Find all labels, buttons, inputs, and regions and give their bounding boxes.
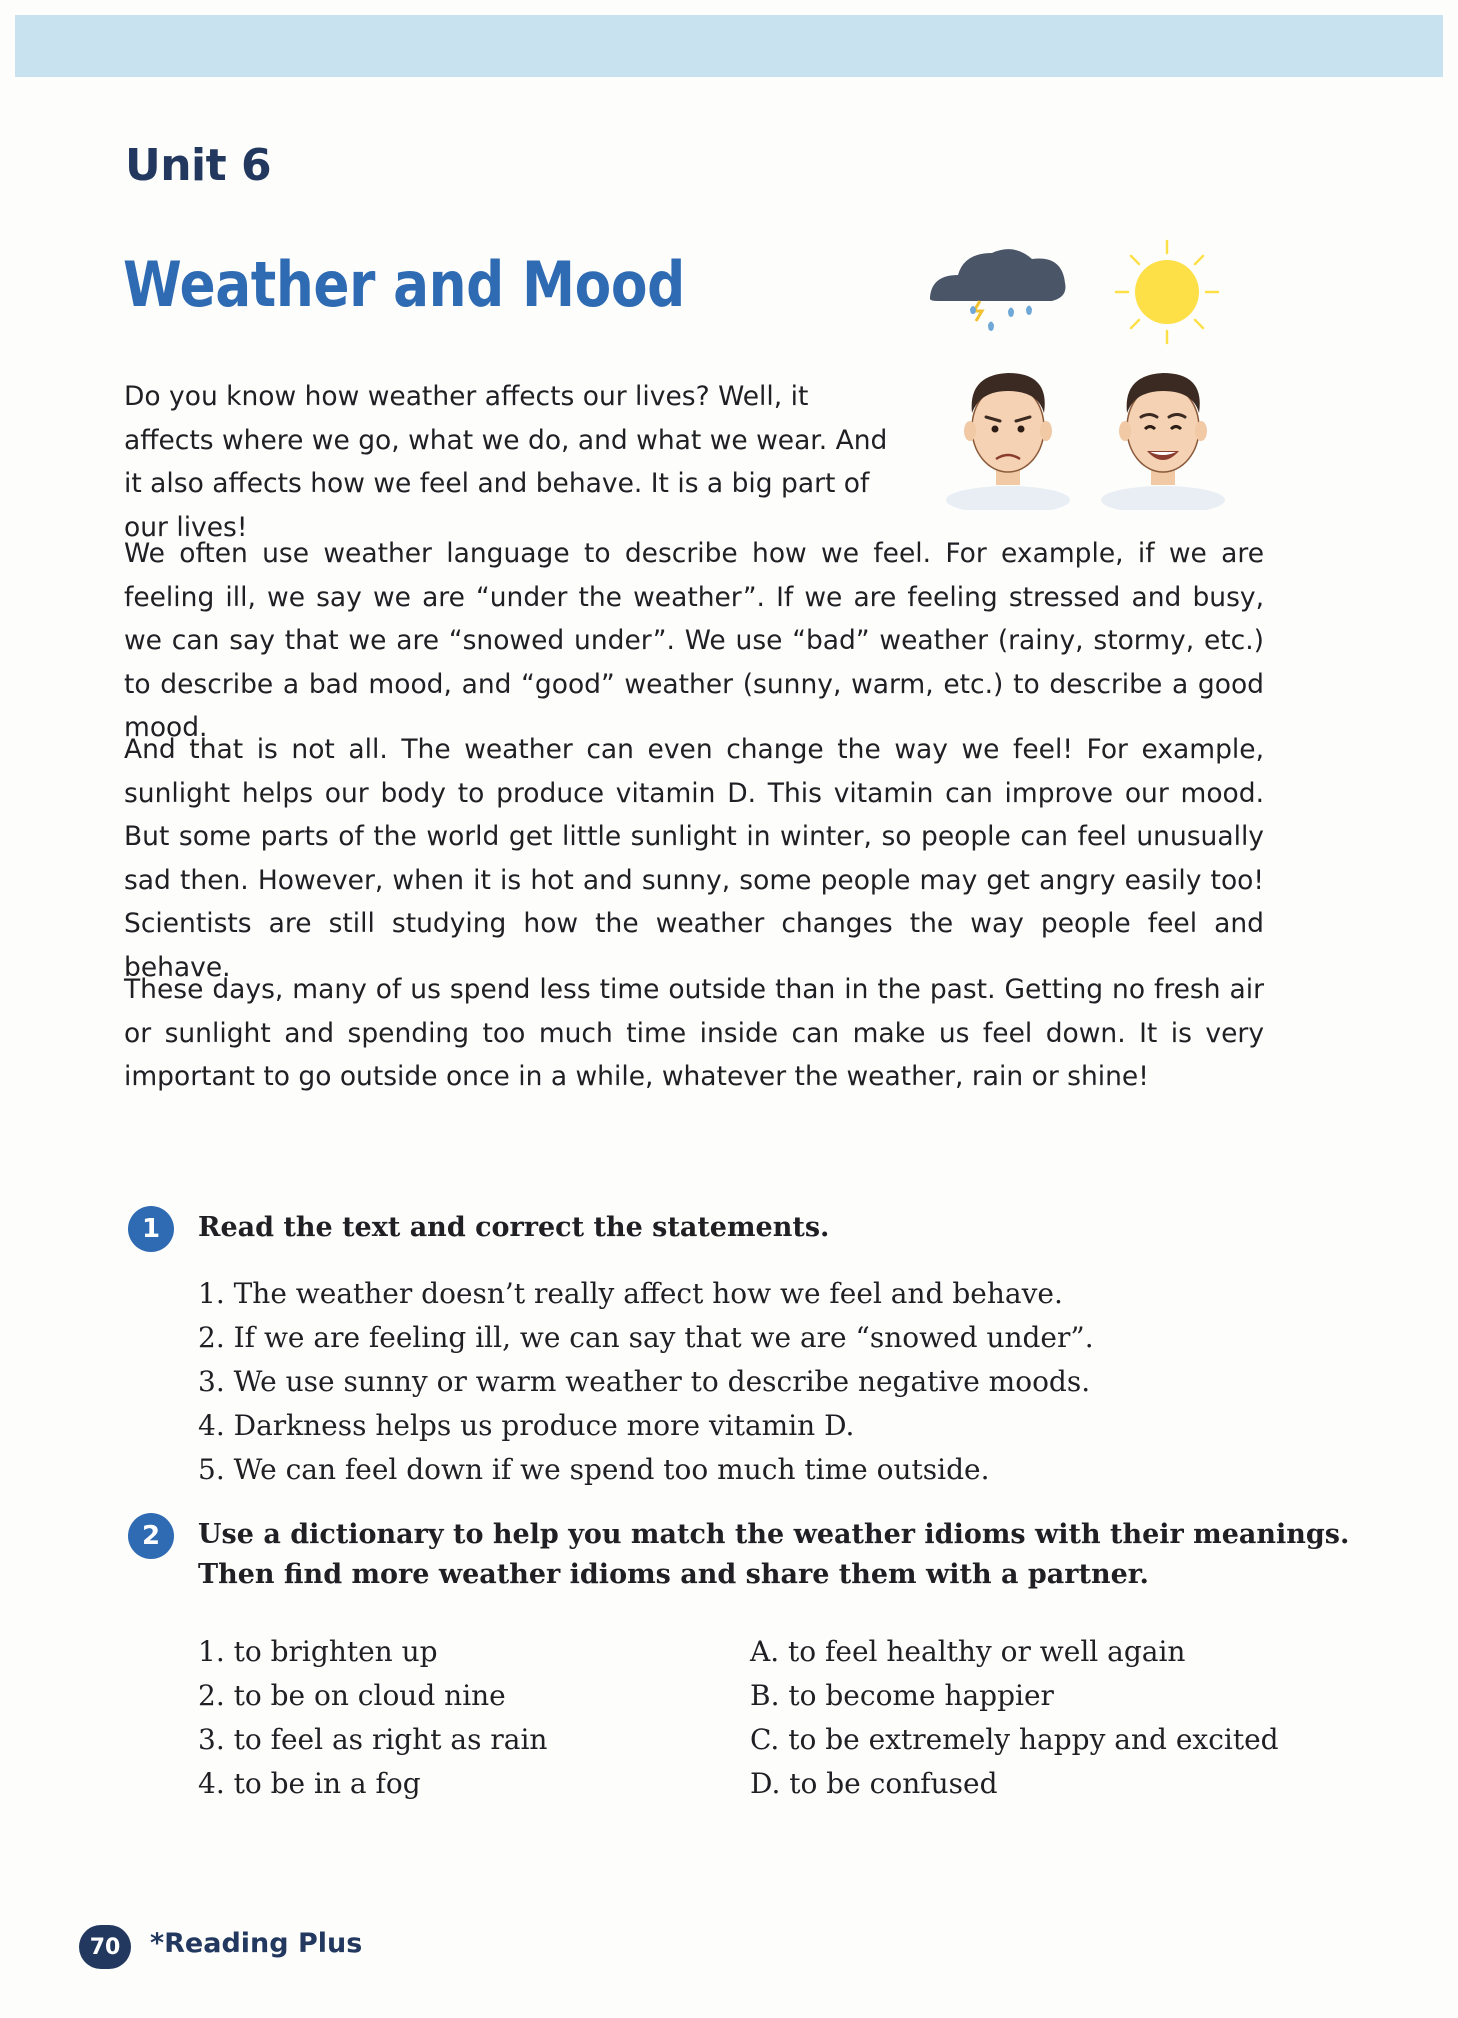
list-item: C. to be extremely happy and excited	[750, 1723, 1279, 1756]
page-number: 70	[79, 1925, 131, 1969]
list-item: A. to feel healthy or well again	[750, 1635, 1186, 1668]
list-item: 4. Darkness helps us produce more vitamin D.	[198, 1409, 855, 1442]
exercise-1-statements	[198, 1272, 1094, 1492]
list-item: 1. to brighten up	[198, 1635, 438, 1668]
body-paragraph-4: These days, many of us spend less time outside than in the past. Getting no fresh air or sunlight and spending too much time inside can make us feel down. It is very important to go outside once in a while, whatever the weather, rain or shine!	[124, 974, 1264, 1092]
body-paragraph-2: We often use weather language to describe how we feel. For example, if we are feeling ill, we say we are “under the weather”. If we are feeling stressed and busy, we can say that we are “snowed under”. We use “bad” weather (rainy, stormy, etc.) to describe a bad mood, and “good” weather (sunny, warm, etc.) to describe a good mood.	[124, 538, 1264, 743]
sun-icon	[1116, 241, 1218, 343]
unit-label: Unit 6	[125, 140, 272, 191]
top-banner	[15, 15, 1443, 77]
body-paragraph-3: And that is not all. The weather can even change the way we feel! For example, sunlight helps our body to produce vitamin D. This vitamin can improve our mood. But some parts of the world get little sunlight in winter, so people can feel unusually sad then. However, when it is hot and sunny, some people may get angry easily too! Scientists are still studying how the weather changes the way people feel and behave.	[124, 734, 1264, 983]
section-label: *Reading Plus	[150, 1928, 363, 1959]
list-item: 2. to be on cloud nine	[198, 1679, 506, 1712]
exercise-2-instruction-line2: Then find more weather idioms and share them with a partner.	[198, 1559, 1149, 1590]
exercise-2-number: 2	[128, 1513, 174, 1559]
list-item: 1. The weather doesn’t really affect how we feel and behave.	[198, 1277, 1063, 1310]
list-item: D. to be confused	[750, 1767, 998, 1800]
list-item: B. to become happier	[750, 1679, 1054, 1712]
intro-paragraph: Do you know how weather affects our lives? Well, it affects where we go, what we do, and what we wear. And it also affects how we feel and behave. It is a big part of our lives!	[124, 381, 888, 543]
list-item: 5. We can feel down if we spend too much time outside.	[198, 1453, 990, 1486]
exercise-1-number: 1	[128, 1206, 174, 1252]
list-item: 4. to be in a fog	[198, 1767, 421, 1800]
exercise-1-instruction: Read the text and correct the statements.	[198, 1212, 830, 1243]
exercise-2-meanings	[750, 1630, 1279, 1806]
storm-cloud-icon	[930, 249, 1065, 331]
list-item: 2. If we are feeling ill, we can say that we are “snowed under”.	[198, 1321, 1094, 1354]
weather-mood-illustration	[930, 235, 1230, 510]
sad-face-illustration	[946, 373, 1070, 510]
list-item: 3. We use sunny or warm weather to describe negative moods.	[198, 1365, 1091, 1398]
list-item: 3. to feel as right as rain	[198, 1723, 548, 1756]
page-title: Weather and Mood	[123, 248, 685, 321]
exercise-2-idioms	[198, 1630, 547, 1806]
exercise-2-instruction-line1: Use a dictionary to help you match the weather idioms with their meanings.	[198, 1519, 1350, 1550]
happy-face-illustration	[1101, 373, 1225, 510]
